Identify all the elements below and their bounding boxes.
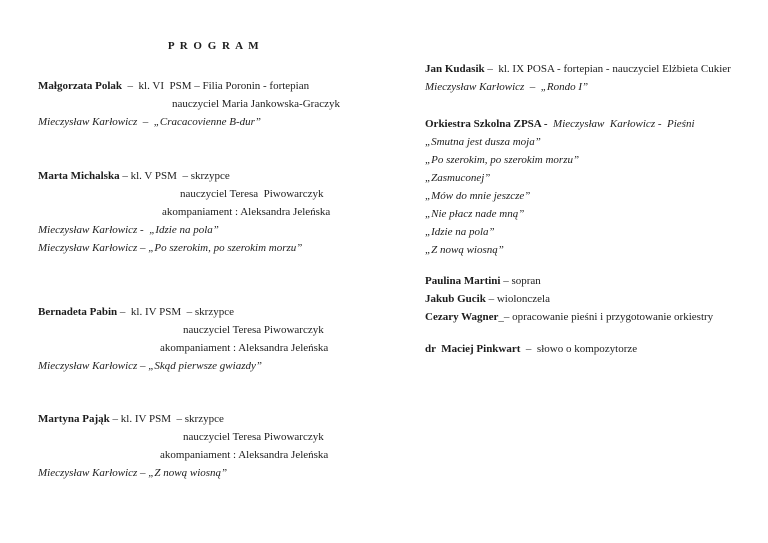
song-title: „Idzie na pola” — [425, 226, 495, 238]
credit-name: Jakub Gucik — [425, 293, 486, 305]
left-column — [38, 37, 390, 482]
performer-line — [425, 60, 765, 78]
song-title: „Z nową wiosną” — [425, 244, 504, 256]
piece-line: Mieczysław Karłowicz - „Idzie na pola” — [38, 224, 219, 236]
performer-details: – kl. IV PSM – skrzypce — [117, 306, 234, 318]
speaker-name: dr Maciej Pinkwart — [425, 343, 521, 355]
piece-line: Mieczysław Karłowicz – „Rondo I” — [425, 81, 589, 93]
credit-line — [425, 308, 765, 326]
performer-line — [38, 303, 390, 321]
piece-line: Mieczysław Karłowicz – „Z nową wiosną” — [38, 467, 228, 479]
teacher-line: nauczyciel Teresa Piwowarczyk — [183, 324, 324, 336]
credit-role: – sopran — [500, 275, 541, 287]
orchestra-name: Orkiestra Szkolna ZPSA - — [425, 118, 551, 130]
performer-name: Bernadeta Pabin — [38, 306, 118, 318]
teacher-line: nauczyciel Teresa Piwowarczyk — [183, 431, 324, 443]
song-title: „Nie płacz nade mną” — [425, 208, 525, 220]
credit-line — [425, 290, 765, 308]
credit-role: – opracowanie pieśni i przygotowanie orkiestry — [503, 311, 714, 323]
performer-section-marta-michalska — [38, 167, 390, 257]
song-title: „Po szerokim, po szerokim morzu” — [425, 154, 580, 166]
performer-details: – kl. IV PSM – skrzypce — [109, 413, 224, 425]
performer-name: Małgorzata Polak — [38, 80, 123, 92]
performer-section-martyna-pajak — [38, 410, 390, 482]
credit-name: Paulina Martini — [425, 275, 501, 287]
credit-name: Cezary Wagner — [425, 311, 499, 323]
performer-section-jan-kudasik — [425, 60, 765, 96]
speaker-role: – słowo o kompozytorze — [520, 343, 638, 355]
accompanist-line: akompaniament : Aleksandra Jeleńska — [160, 342, 329, 354]
performer-details: – kl. IX POSA - fortepian - nauczyciel Elżbieta Cukier — [484, 63, 731, 75]
orchestra-section — [425, 115, 765, 259]
song-title: „Smutna jest dusza moja” — [425, 136, 541, 148]
speaker-line — [425, 340, 765, 358]
accompanist-line: akompaniament : Aleksandra Jeleńska — [160, 449, 329, 461]
right-column — [425, 60, 765, 358]
performer-section-bernadeta-pabin — [38, 303, 390, 375]
speaker-section — [425, 340, 765, 358]
piece-line: Mieczysław Karłowicz – „Po szerokim, po szerokim morzu” — [38, 242, 303, 254]
teacher-line: nauczyciel Maria Jankowska-Graczyk — [172, 98, 340, 110]
performer-name: Marta Michalska — [38, 170, 120, 182]
teacher-line: nauczyciel Teresa Piwowarczyk — [180, 188, 324, 200]
orchestra-line — [425, 115, 765, 133]
performer-details: – kl. VI PSM – Filia Poronin - fortepian — [122, 80, 310, 92]
page-title: P R O G R A M — [167, 40, 261, 52]
song-title: „Zasmuconej” — [425, 172, 491, 184]
accompanist-line: akompaniament : Aleksandra Jeleńska — [162, 206, 331, 218]
performer-line — [38, 410, 390, 428]
piece-line: Mieczysław Karłowicz – „Skąd pierwsze gwiazdy” — [38, 360, 262, 372]
performer-section-malgorzata-polak — [38, 77, 390, 131]
piece-line: Mieczysław Karłowicz – „Cracacovienne B-dur” — [38, 116, 262, 128]
performer-name: Jan Kudasik — [425, 63, 485, 75]
song-title: „Mów do mnie jeszcze” — [425, 190, 531, 202]
orchestra-composer: Mieczysław Karłowicz - Pieśni — [550, 118, 695, 130]
performer-details: – kl. V PSM – skrzypce — [119, 170, 230, 182]
performer-line — [38, 167, 390, 185]
performer-name: Martyna Pająk — [38, 413, 110, 425]
underline-mark: _ — [498, 311, 504, 323]
credit-line — [425, 272, 765, 290]
performer-line — [38, 77, 390, 95]
credits-section — [425, 272, 765, 326]
credit-role: – wiolonczela — [485, 293, 550, 305]
